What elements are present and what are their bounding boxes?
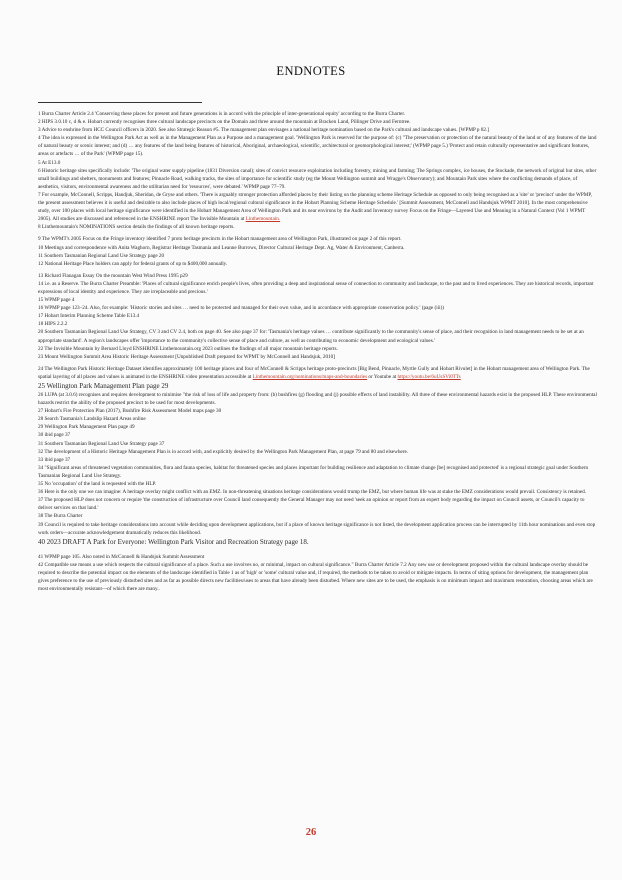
endnote-36: 36 Here is the only one we can imagine: A heritage overlay might conflict with an EMZ. In non-threatening situations heritage considerations would trump the EMZ, but where human life was at stake the EMZ considerations would prevail. Consistency is retained. xyxy=(38,489,587,496)
endnote-39: 39 Council is required to take heritage considerations into account while deciding upon development applications, but if a place of known heritage significance is not listed, the development application process can be interrupted by 11th hour nominations and even stop work orders—accurate acknowledgement dramatically reduces this likelihood. xyxy=(38,521,596,536)
endnote-2: 2 HIPS 3.0.10 c, d & e. Hobart currently recognises three cultural landscape precincts on the Domain and three around the mountain at Bracken Land, Pillinger Drive and Ferntree. xyxy=(38,119,411,126)
endnote-8: 8 Linthemountain's NOMINATIONS section details the findings of all known heritage reports. xyxy=(38,224,235,231)
page-title: ENDNOTES xyxy=(276,64,346,78)
endnote-6: 6 Historic heritage sites specifically include: 'The original water supply pipeline (1831 Diversion canal); sites of convict resource exploitation including forestry, mining and farming; The Springs complex, ice houses, the Stockade, the network of original hut sites, other small buildings and shelters, monuments and features; Pinnacle Road, walking tracks, the sites of importance for scientific study (eg the Mount Wellington summit and Wragge's Observatory); and Mountain Park sites where the conflicting demands of place, of aesthetics, visitors, environmental awareness and the utilitarian need for 'resources', were debated.' WPMP page 77–79. xyxy=(38,167,597,190)
endnote-16: 16 WPMP page 123–24. Also, for example: 'Historic stories and sites … need to be protected and managed for their own value, and in accordance with appropriate conservation policy.' (page (iii)) xyxy=(38,305,445,312)
endnote-31: 31 Southern Tasmanian Regional Land Use Strategy page 37 xyxy=(38,440,165,447)
endnote-25: 25 Wellington Park Management Plan page 29 xyxy=(38,382,169,390)
endnote-29: 29 Wellington Park Management Plan page 49 xyxy=(38,424,135,431)
endnotes-list xyxy=(38,110,598,593)
endnote-11: 11 Southern Tasmanian Regional Land Use Strategy page 20 xyxy=(38,252,165,259)
endnote-37: 37 The proposed HLP does not concern or require 'the construction of infrastructure over Council land consequently the General Manager may not need 'seek an opinion or report from an expert body regarding the impact on Council assets, or Council's capacity to deliver services on that land.' xyxy=(38,497,585,512)
footnote-divider xyxy=(38,102,202,103)
endnote-7 xyxy=(38,191,598,223)
endnote-13: 13 Richard Flanagan Essay On the mountain West Wind Press 1995 p29 xyxy=(38,272,188,279)
endnote-20: 20 Southern Tasmanian Regional Land Use Strategy, CV 3 and CV 2.4, both on page 40. See also page 37 for: 'Tasmania's heritage values … contribute significantly to the community's sense of place, and their recognition in land management needs to be set at an appropriate standard'. A region's landscapes offer 'importance to the community's collective sense of place and culture, as well as contributing to economic development and ecological values.' xyxy=(38,329,584,344)
endnote-17: 17 Hobart Interim Planning Scheme Table E13.4 xyxy=(38,313,140,320)
endnote-34: 34 "Significant areas of threatened vegetation communities, flora and fauna species, habitat for threatened species and places important for building resilience and adaptation to climate change [be] recognised and protected' is a regional strategic goal under Southern Tasmanian Regional Land Use Strategy. xyxy=(38,464,589,479)
endnote-5: 5 At E13.0 xyxy=(38,159,61,166)
endnote-30: 30 ibid page 37 xyxy=(38,432,71,439)
endnote-40: 40 2023 DRAFT A Park for Everyone: Wellington Park Visitor and Recreation Strategy page 18. xyxy=(38,537,309,546)
youtube-link[interactable]: https://youtu.be/6uUsSVi0TTs xyxy=(397,373,461,380)
endnote-9: 9 The WPMT's 2005 Focus on the Fringe inventory identified 7 proto heritage precincts in the Hobart management area of Wellington Park, illustrated on page 2 of this report. xyxy=(38,236,402,243)
endnote-24-text: 24 The Wellington Park Historic Heritage Dataset identifies approximately 100 heritage places and four of McConnell & Scripps heritage proto-precincts [Big Bend, Pinnacle, Myrtle Gully and Hobart Rivulet] in the Hobart management area of Wellington Park. The spatial layering of all places and values is animated in the ENSHRINE video presentation accessible at xyxy=(38,365,590,380)
endnote-24-mid: or Youtube at xyxy=(368,373,397,380)
endnote-35: 35 No 'occupation' of the land is requested with the HLP. xyxy=(38,481,157,488)
endnote-4: 4 The idea is expressed in the Wellington Park Act as well as in the Management Plan as a Purpose and a management goal. 'Wellington Park is reserved for the purpose of: (c) "The preservation or protection of the natural beauty of the land or of any features of the land of natural beauty or scenic interest; and (d) … any features of the land being features of historical, Aboriginal, archaeological, scientific, architectural or geomorphological interest;' (WPMP page 5.) 'Protect and retain culturally representative and significant features, areas or artefacts … of the Park' (WPMP page 15). xyxy=(38,135,597,158)
linthemountain-link[interactable]: Linthemountain. xyxy=(245,216,281,223)
endnote-1: 1 Burra Charter Article 2.4 'Conserving these places for present and future generations is in accord with the principle of inter-generational equity' according to the Burra Charter. xyxy=(38,111,406,117)
endnote-27: 27 Hobart's Fire Protection Plan (2017), Bushfire Risk Assessment Model maps page 30 xyxy=(38,408,222,415)
endnote-41: 41 WPMP page 105. Also noted in McConnell & Handsjuk Summit Assessment xyxy=(38,553,205,560)
endnote-15: 15 WPMP page 4 xyxy=(38,297,75,304)
endnote-7-text: 7 For example, McConnell, Scripps, Handjuk, Sheridan, de Gryse and others. 'There is arguably stronger protection afforded places by their listing on the planning scheme Heritage Schedule as opposed to only being recognised as a 'site' or 'precinct' under the WPMP, the present assessment believes it is useful and desirable to also include places of high local/regional cultural significance in the Hobart Planning Scheme Heritage Schedule.' [Summit Assessment, McConnell and Handsjuk WPMT 2010]. In the most comprehensive study, over 100 places with local heritage significance were identified in the Hobart Management Area of Wellington Park and its near environs by the Audit and Inventory survey Focus on the Fringe—Layered Use and Meaning in a Natural Context (Vol 1 WPMT 2005). All studies are discussed and referenced in the ENSHRINE report The Invisible Mountain at xyxy=(38,191,592,223)
maps-and-boundaries-link[interactable]: Linthemountain.org/nominations/maps-and-boundaries xyxy=(252,373,368,380)
endnote-32: 32 The development of a Historic Heritage Management Plan is in accord with, and explicitly desired by the Wellington Park Management Plan, at page 79 and 80 and elsewhere. xyxy=(38,448,409,455)
endnote-38: 38 The Burra Charter xyxy=(38,513,83,520)
endnote-10: 10 Meetings and correspondence with Anita Waghorn, Registrar Heritage Tasmania and Leanne Burrows, Director Cultural Heritage Dept. Ag, Water & Environment, Canberra. xyxy=(38,244,405,251)
endnote-23: 23 Mount Wellington Summit Area Historic Heritage Assessment [Unpublished Draft prepared for WPMT by McConnell and Handsjuk, 2010] xyxy=(38,353,335,360)
endnote-26: 26 LUPA (at 3.0.6) recognises and requires development to minimise "the risk of loss of life and property from: (b) bushfires (g) flooding and (j) possible effects of land instability. All three of these environmental hazards exist in the proposed HLP. These environmental hazards restrict the ability of the proposed precinct to be used for most developments. xyxy=(38,392,597,407)
endnote-14: 14 i.e. as a Reserve. The Burra Charter Preamble: 'Places of cultural significance enrich people's lives, often providing a deep and inspirational sense of connection to community and landscape, to the past and to lived experiences. They are historical records, important expressions of local identity and experience. They are irreplaceable and precious.' xyxy=(38,280,594,295)
endnote-22: 22 The Invisible Mountain by Bernard Lloyd ENSHRINE Linthemountain.org 2023 outlines the findings of all major mountain heritage reports. xyxy=(38,345,338,352)
endnote-33: 33 ibid page 37 xyxy=(38,456,71,463)
endnote-42: 42 Compatible use means a use which respects the cultural significance of a place. Such a use involves no, or minimal, impact on cultural significance." Burra Charter Article 7.2 Any new use or development proposed within the cultural landscape overlay should be required to describe the potential impact on the elements of the landscape identified in Table 1 as of 'high' or 'some' cultural value and, if required, the methods to be taken to avoid or mitigate impacts. In terms of siting options for development, the management plan gives preference to the use of previously disturbed sites and as far as possible directs new facilities/uses to areas that have already been disturbed. Where new sites are to be used, the emphasis is on minimum impact and maximum restoration, choosing areas which are most environmentally resistant—of which there are many.. xyxy=(38,561,593,593)
endnote-3: 3 Advice to enshrine from HCC Council officers in 2020. See also Strategic Reason #5. The management plan envisages a national heritage nomination based on the Park's cultural and landscape values. [WPMP p 82.] xyxy=(38,127,490,134)
endnote-24 xyxy=(38,365,598,381)
endnote-18: 18 HIPS 2.2.2 xyxy=(38,321,68,328)
endnote-28: 28 Search Tasmania's Landslip Hazard Areas online xyxy=(38,416,146,423)
endnote-12: 12 National Heritage Place holders can apply for federal grants of up to $400,000 annually. xyxy=(38,260,228,267)
page-number: 26 xyxy=(305,827,317,838)
